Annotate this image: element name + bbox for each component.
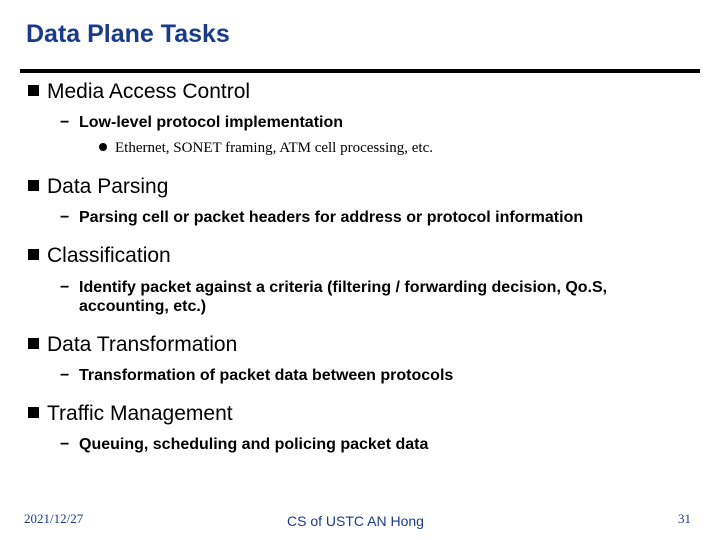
sub-bullet-text: Queuing, scheduling and policing packet data [79,436,429,453]
sub-bullet-text: Transformation of packet data between protocols [79,367,454,384]
round-bullet-icon [99,143,107,151]
sub-sub-bullet [99,140,433,157]
square-bullet-icon [28,180,39,191]
bullet-media-access-control [28,80,250,104]
footer-author: CS of USTC AN Hong [287,513,424,529]
square-bullet-icon [28,407,39,418]
bullet-data-transformation [28,333,237,357]
sub-bullet [60,113,660,132]
sub-bullet [60,278,680,316]
sub-bullet-text: Parsing cell or packet headers for address or protocol information [79,209,584,226]
bullet-classification [28,244,171,268]
page-number: 31 [678,511,691,526]
dash-icon: − [60,114,70,131]
bullet-text: Classification [47,244,171,267]
sub-bullet [60,435,660,454]
sub-bullet [60,366,660,385]
square-bullet-icon [28,85,39,96]
bullet-text: Data Transformation [47,333,238,356]
bullet-text: Data Parsing [47,175,169,198]
dash-icon: − [60,279,70,296]
bullet-data-parsing [28,175,168,199]
dash-icon: − [60,367,70,384]
footer-date: 2021/12/27 [24,511,84,526]
square-bullet-icon [28,338,39,349]
sub-bullet-text: Low-level protocol implementation [79,114,344,131]
sub-bullet-text: Identify packet against a criteria (filtering / forwarding decision, Qo.S, accounting, etc.) [79,279,608,315]
title-divider [20,69,700,73]
bullet-text: Media Access Control [47,80,251,103]
sub-bullet [60,208,680,227]
sub-sub-bullet-text: Ethernet, SONET framing, ATM cell processing, etc. [115,140,433,156]
bullet-text: Traffic Management [47,402,233,425]
bullet-traffic-management [28,402,233,426]
slide-title: Data Plane Tasks [26,20,230,48]
dash-icon: − [60,436,70,453]
square-bullet-icon [28,249,39,260]
dash-icon: − [60,209,70,226]
